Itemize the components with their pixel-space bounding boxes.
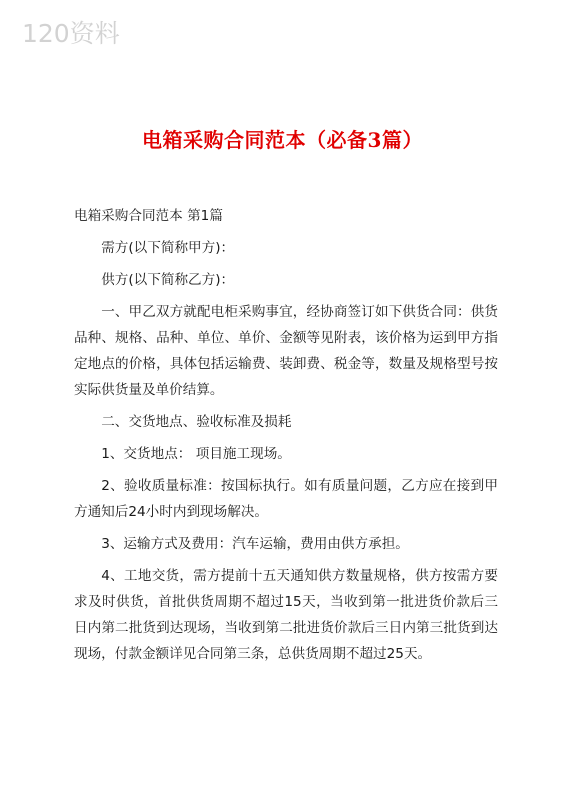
- item-1-paragraph: 1、交货地点： 项目施工现场。: [101, 446, 291, 462]
- item-2-paragraph: 2、验收质量标准：按国标执行。如有质量问题，乙方应在接到甲方通知后24小时内到现场解决。: [74, 478, 498, 520]
- document-body: [74, 203, 498, 673]
- buyer-line: 需方(以下简称甲方)：: [101, 240, 235, 256]
- watermark-text: 120资料: [22, 19, 120, 48]
- clause-1-paragraph: 一、甲乙双方就配电柜采购事宜，经协商签订如下供货合同：供货品种、规格、品种、单位、单价、金额等见附表，该价格为运到甲方指定地点的价格，具体包括运输费、装卸费、税金等，数量及规格型号按实际供货量及单价结算。: [74, 304, 498, 398]
- clause-2-heading: 二、交货地点、验收标准及损耗: [101, 414, 292, 430]
- supplier-line: 供方(以下简称乙方)：: [101, 272, 235, 288]
- section-heading: 电箱采购合同范本 第1篇: [74, 208, 223, 224]
- item-3-paragraph: 3、运输方式及费用：汽车运输，费用由供方承担。: [101, 536, 409, 552]
- document-title: 电箱采购合同范本（必备3篇）: [142, 128, 423, 152]
- item-4-paragraph: 4、工地交货，需方提前十五天通知供方数量规格，供方按需方要求及时供货，首批供货周期不超过15天，当收到第一批进货价款后三日内第二批货到达现场，当收到第二批进货价款后三日内第三批货到达现场，付款金额详见合同第三条，总供货周期不超过25天。: [74, 568, 498, 662]
